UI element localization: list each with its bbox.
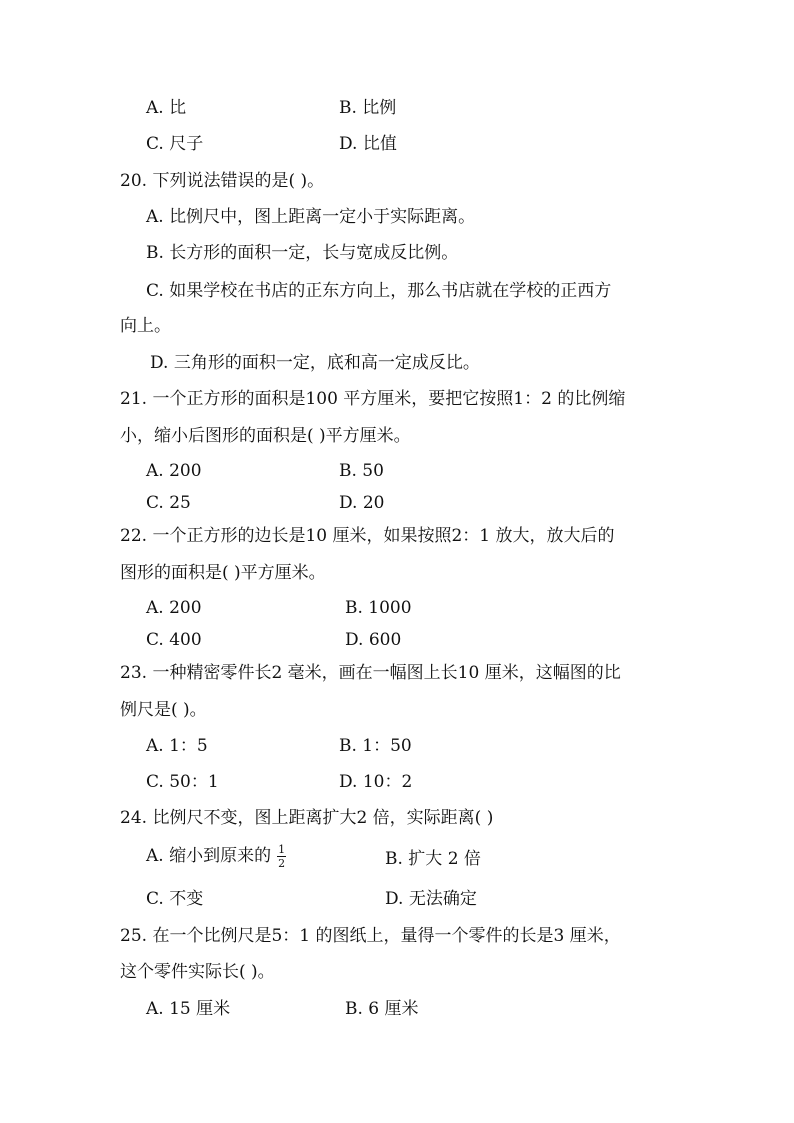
q22-option-b: B. 1000: [345, 598, 412, 618]
q24-option-a: [146, 844, 286, 869]
q25-stem-line2: 这个零件实际长( )。: [120, 962, 275, 982]
q22-stem-line2: 图形的面积是( )平方厘米。: [120, 563, 326, 583]
q20-option-c-line2: 向上。: [120, 316, 171, 336]
fraction-numerator: 1: [278, 843, 286, 856]
q21-option-b: B. 50: [339, 461, 384, 481]
q21-stem-line2: 小，缩小后图形的面积是( )平方厘米。: [120, 426, 411, 446]
q22-stem-line1: 22. 一个正方形的边长是10 厘米，如果按照2：1 放大，放大后的: [120, 526, 615, 546]
q21-option-a: A. 200: [146, 461, 202, 481]
q21-option-c: C. 25: [146, 493, 191, 513]
q20-option-d: D. 三角形的面积一定，底和高一定成反比。: [150, 353, 480, 373]
q24-option-a-text: A. 缩小到原来的: [146, 846, 272, 866]
q19-option-a: A. 比: [146, 98, 187, 118]
fraction-denominator: 2: [278, 857, 286, 870]
q21-option-d: D. 20: [339, 493, 385, 513]
q19-option-b: B. 比例: [339, 98, 397, 118]
q23-option-c: C. 50：1: [146, 772, 219, 792]
q25-option-a: A. 15 厘米: [146, 999, 231, 1019]
fraction-one-half: [277, 844, 286, 869]
q19-option-c: C. 尺子: [146, 134, 204, 154]
q22-option-a: A. 200: [146, 598, 202, 618]
q22-option-c: C. 400: [146, 630, 202, 650]
q21-stem-line1: 21. 一个正方形的面积是100 平方厘米，要把它按照1：2 的比例缩: [120, 389, 626, 409]
q25-stem-line1: 25. 在一个比例尺是5：1 的图纸上，量得一个零件的长是3 厘米，: [120, 926, 621, 946]
q22-option-d: D. 600: [345, 630, 402, 650]
q19-option-d: D. 比值: [339, 134, 397, 154]
q24-option-b: B. 扩大 2 倍: [385, 849, 481, 869]
q20-option-c-line1: C. 如果学校在书店的正东方向上，那么书店就在学校的正西方: [146, 281, 612, 301]
q20-option-b: B. 长方形的面积一定，长与宽成反比例。: [146, 243, 459, 263]
q20-option-a: A. 比例尺中，图上距离一定小于实际距离。: [146, 207, 476, 227]
q24-option-c: C. 不变: [146, 889, 204, 909]
q23-stem-line1: 23. 一种精密零件长2 毫米，画在一幅图上长10 厘米，这幅图的比: [120, 663, 621, 683]
q23-option-b: B. 1：50: [339, 736, 412, 756]
q23-option-d: D. 10：2: [339, 772, 413, 792]
q24-option-d: D. 无法确定: [385, 889, 477, 909]
q24-stem: 24. 比例尺不变，图上距离扩大2 倍，实际距离( ): [120, 808, 494, 828]
q23-option-a: A. 1：5: [146, 736, 208, 756]
q25-option-b: B. 6 厘米: [345, 999, 419, 1019]
q20-stem: 20. 下列说法错误的是( )。: [120, 171, 325, 191]
q23-stem-line2: 例尺是( )。: [120, 700, 207, 720]
